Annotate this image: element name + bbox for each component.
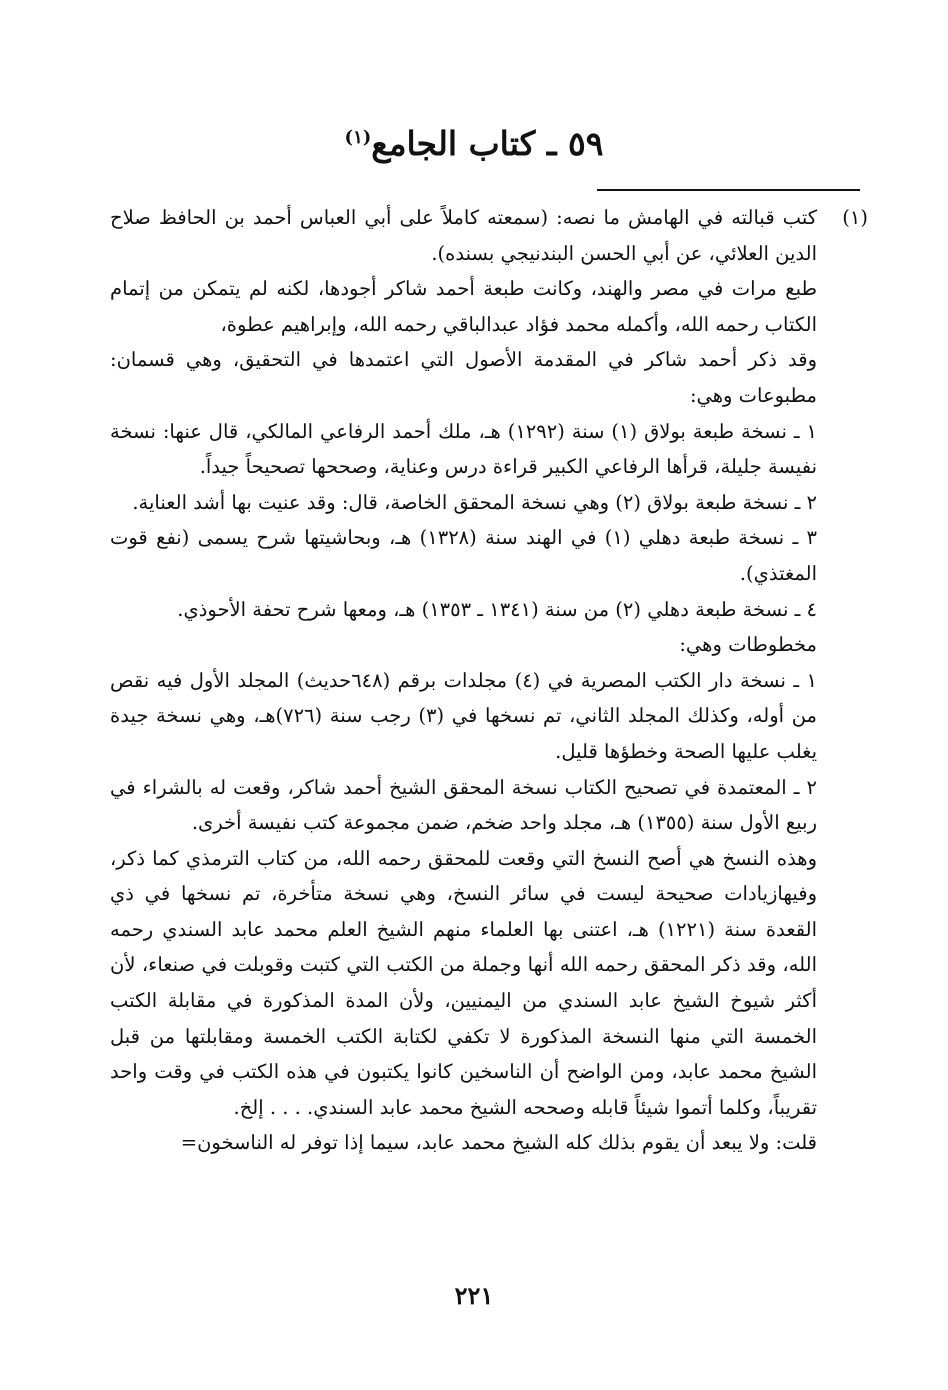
footnote-paragraph: قلت: ولا يبعد أن يقوم بذلك كله الشيخ محمد عابد، سيما إذا توفر له الناسخون= xyxy=(180,1131,817,1155)
footnote-paragraph: ٤ ـ نسخة طبعة دهلي (٢) من سنة (١٣٤١ ـ ١٣٥٣) هـ، ومعها شرح تحفة الأحوذي. xyxy=(177,597,817,621)
footnote-paragraph: ١ ـ نسخة طبعة بولاق (١) سنة (١٢٩٢) هـ، ملك أحمد الرفاعي المالكي، قال عنها: نسخة نفيسة جليلة، قرأها الرفاعي الكبير قراءة درس وعناية، وصححها تصحيحاً جيداً. xyxy=(110,419,817,479)
page-number: ٢٢١ xyxy=(454,1281,494,1310)
footnote-paragraph: وهذه النسخ هي أصح النسخ التي وقعت للمحقق رحمه الله، من كتاب الترمذي كما ذكر، وفيهازيادات صحيحة ليست في سائر النسخ، وهي نسخة متأخرة، تم نسخها في ذي القعدة سنة (١٢٢١) هـ، اعتنى بها العلماء منهم الشيخ العلم محمد عابد السندي رحمه الله، وقد ذكر المحقق رحمه الله أنها وجملة من الكتب التي كتبت وقوبلت في صنعاء، لأن أكثر شيوخ الشيخ عابد السندي من اليمنيين، ولأن المدة المذكورة في مقابلة الكتب الخمسة التي منها النسخة المذكورة لا تكفي لكتابة الكتب الخمسة ومقابلتها من قبل الشيخ محمد عابد، ومن الواضح أن الناسخين كانوا يكتبون في هذه الكتب في وقت واحد تقريباً، وكلما أتموا شيئاً قابله وصححه الشيخ محمد عابد السندي. . . . إلخ. xyxy=(110,846,817,1119)
footnote-paragraph: ٢ ـ نسخة طبعة بولاق (٢) وهي نسخة المحقق الخاصة، قال: وقد عنيت بها أشد العناية. xyxy=(132,490,817,514)
footnote-separator xyxy=(597,189,860,191)
footnote-paragraph: وقد ذكر أحمد شاكر في المقدمة الأصول التي اعتمدها في التحقيق، وهي قسمان: مطبوعات وهي: xyxy=(110,348,817,407)
footnote-paragraph: كتب قبالته في الهامش ما نصه: (سمعته كاملاً على أبي العباس أحمد بن الحافظ صلاح الدين العلائي، عن أبي الحسن البندنيجي بسنده). xyxy=(110,206,817,265)
footnote-number: (١) xyxy=(842,206,868,229)
footnote-paragraph: ٢ ـ المعتمدة في تصحيح الكتاب نسخة المحقق الشيخ أحمد شاكر، وقعت له بالشراء في ربيع الأول سنة (١٣٥٥) هـ، مجلد واحد ضخم، ضمن مجموعة كتب نفيسة أخرى. xyxy=(110,775,817,835)
footnote-paragraph: مخطوطات وهي: xyxy=(679,633,817,657)
chapter-title xyxy=(0,124,948,164)
footnote-body xyxy=(110,200,817,1161)
footnote-paragraph: ١ ـ نسخة دار الكتب المصرية في (٤) مجلدات برقم (٦٤٨حديث) المجلد الأول فيه نقص من أوله، وكذلك المجلد الثاني، تم نسخها في (٣) رجب سنة (٧٢٦)هـ، وهي نسخة جيدة يغلب عليها الصحة وخطؤها قليل. xyxy=(110,668,817,763)
footnote-paragraph: طبع مرات في مصر والهند، وكانت طبعة أحمد شاكر أجودها، لكنه لم يتمكن من إتمام الكتاب رحمه الله، وأكمله محمد فؤاد عبدالباقي رحمه الله، وإبراهيم عطوة، xyxy=(110,277,817,336)
chapter-title-text: ٥٩ ـ كتاب الجامع xyxy=(371,124,604,164)
footnote-paragraph: ٣ ـ نسخة طبعة دهلي (١) في الهند سنة (١٣٢٨) هـ، وبحاشيتها شرح يسمى (نفع قوت المغتذي). xyxy=(110,526,817,585)
title-footnote-ref: (١) xyxy=(344,127,372,149)
